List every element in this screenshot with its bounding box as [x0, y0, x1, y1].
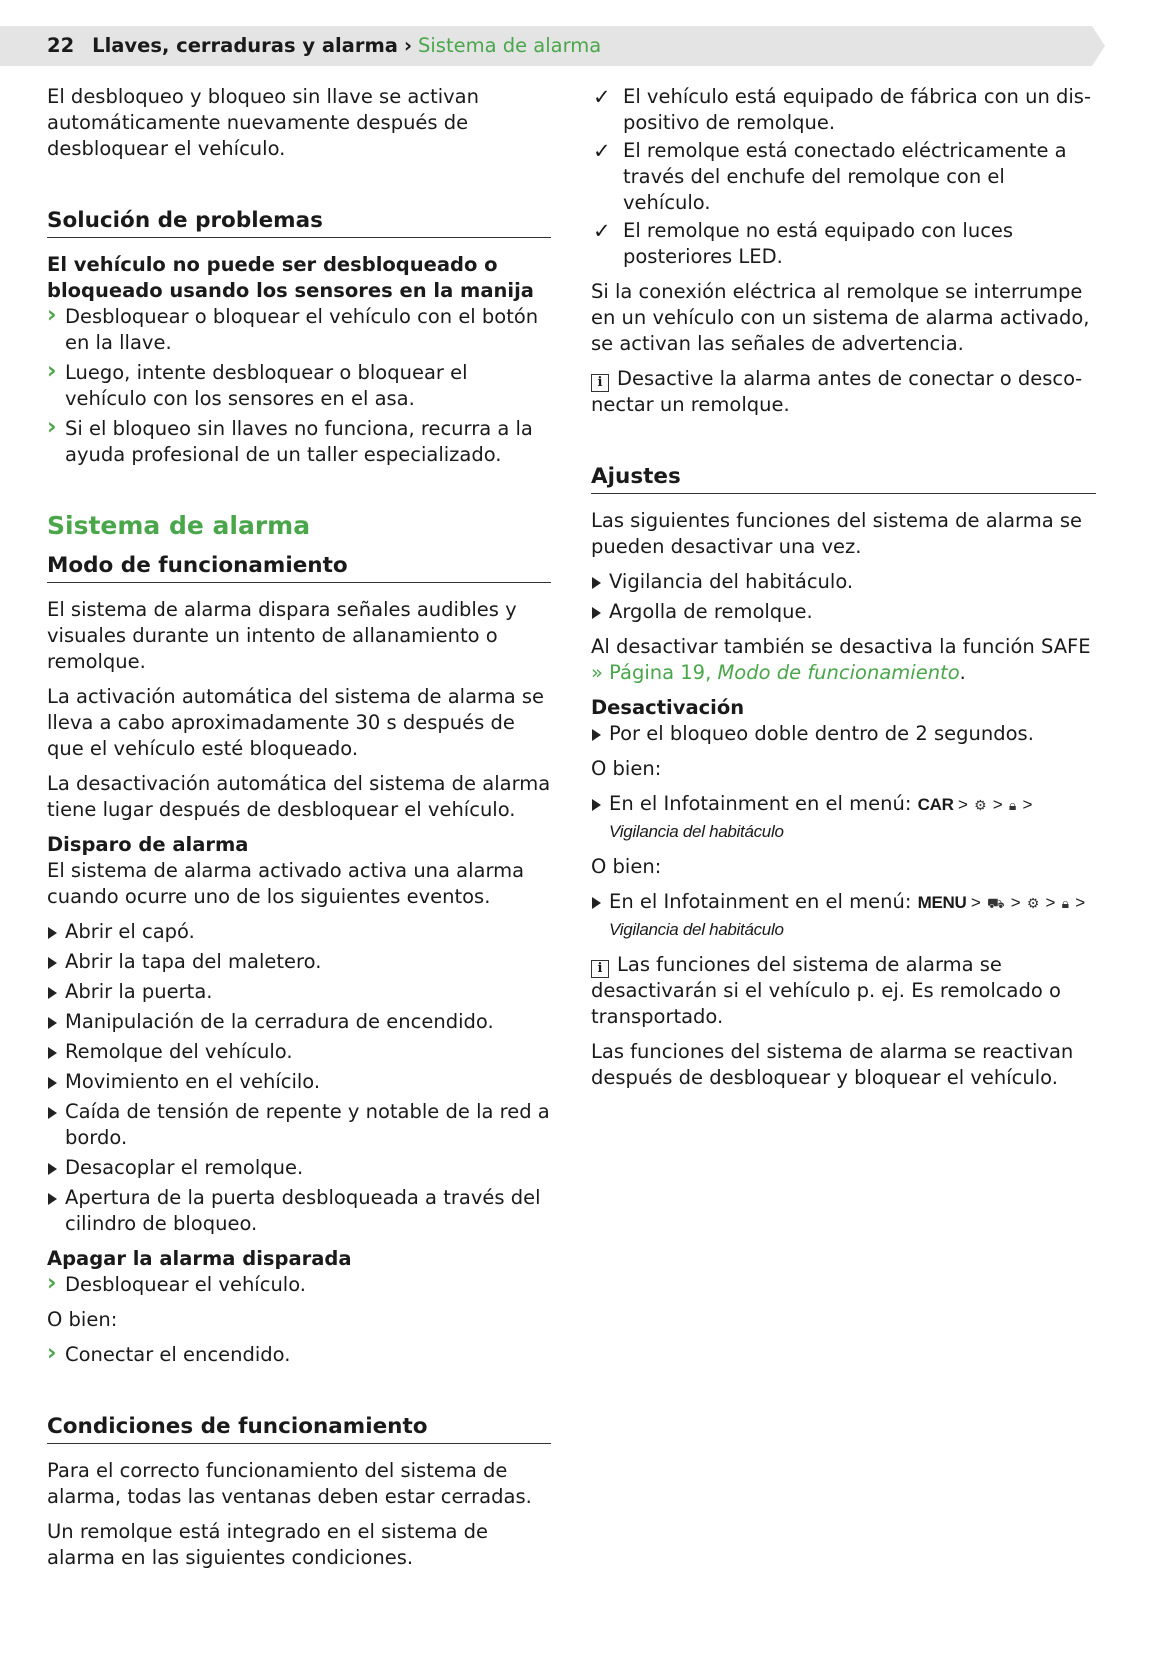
- info-icon: i: [591, 374, 609, 392]
- gear-icon: ⚙: [1026, 895, 1040, 911]
- menu-target: Vigilancia del habitáculo: [609, 920, 784, 939]
- left-column: [47, 84, 551, 1580]
- page-reference-prefix: » Página 19,: [591, 661, 712, 684]
- or-text: O bien:: [47, 1308, 118, 1331]
- list-item: Argolla de remolque.: [591, 599, 1096, 625]
- list-item: › Desbloquear o bloquear el vehículo con el botón en la llave.: [47, 304, 551, 356]
- operation-paragraph-2: La activación automática del sistema de alarma se lleva a cabo aproximadamente 30 s después de que el vehículo esté bloqueado.: [47, 685, 545, 760]
- info-note-1: [591, 366, 1096, 418]
- troubleshooting-heading: Solución de problemas: [47, 207, 551, 238]
- conditions-heading: Condiciones de funcionamiento: [47, 1413, 551, 1444]
- list-item: Abrir la puerta.: [47, 979, 551, 1005]
- info-note-2: [591, 952, 1096, 1030]
- page-header-arrow: [1092, 26, 1105, 66]
- breadcrumb-separator: ›: [403, 34, 412, 57]
- alarm-system-title: Sistema de alarma: [47, 511, 311, 540]
- list-item: › Desbloquear el vehículo.: [47, 1272, 551, 1298]
- menu-prefix: En el Infotainment en el menú:: [609, 792, 912, 815]
- menu-arrow: >: [1010, 893, 1021, 912]
- right-column: [591, 84, 1096, 1100]
- info-note-1-text: Desactive la alarma antes de conectar o desconectar un remolque.: [591, 367, 1083, 416]
- gear-icon: ⚙: [974, 797, 987, 813]
- page-reference-link[interactable]: [591, 661, 960, 684]
- page-header: [47, 33, 601, 59]
- intro-paragraph: El desbloqueo y bloqueo sin llave se activan automáticamente nuevamente después de desbloquear el vehículo.: [47, 85, 479, 160]
- or-text: O bien:: [591, 855, 662, 878]
- list-item: Vigilancia del habitáculo.: [591, 569, 1096, 595]
- reactivate-paragraph: Las funciones del sistema de alarma se reactivan después de desbloquear y bloquear el vehículo.: [591, 1040, 1074, 1089]
- lock-icon: 🔒︎: [1008, 797, 1017, 813]
- menu-path-list-1: [591, 791, 1096, 845]
- list-item: Por el bloqueo doble dentro de 2 segundos.: [591, 721, 1096, 747]
- section-title: Sistema de alarma: [417, 34, 602, 57]
- operation-paragraph-1: El sistema de alarma dispara señales audibles y visuales durante un intento de allanamiento o remolque.: [47, 598, 517, 673]
- operation-paragraph-3: La desactivación automática del sistema de alarma tiene lugar después de desbloquear el vehículo.: [47, 772, 551, 821]
- safe-text: Al desactivar también se desactiva la función SAFE: [591, 635, 1091, 658]
- lock-icon: 🔒︎: [1061, 895, 1069, 911]
- car-settings-icon: ⛟: [987, 895, 1005, 911]
- menu-arrow: >: [1075, 893, 1085, 912]
- menu-key-menu: MENU: [917, 893, 967, 912]
- list-item: Movimiento en el vehícilo.: [47, 1069, 551, 1095]
- settings-items-list: [591, 569, 1096, 625]
- menu-arrow: >: [970, 893, 981, 912]
- list-item: › Si el bloqueo sin llaves no funciona, recurra a la ayuda profesional de un taller especializado.: [47, 416, 551, 468]
- check-item: ✓ El vehículo está equipado de fábrica con un dispositivo de remolque.: [591, 84, 1096, 136]
- interrupt-paragraph: Si la conexión eléctrica al remolque se interrumpe en un vehículo con un sistema de alarma activado, se activan las señales de advertencia.: [591, 280, 1090, 355]
- conditions-paragraph-1: Para el correcto funcionamiento del sistema de alarma, todas las ventanas deben estar cerradas.: [47, 1459, 532, 1508]
- page-reference-title: Modo de funcionamiento: [717, 661, 960, 684]
- menu-arrow: >: [1022, 795, 1033, 814]
- menu-arrow: >: [1045, 893, 1056, 912]
- list-item: Apertura de la puerta desbloqueada a través del cilindro de bloqueo.: [47, 1185, 551, 1237]
- troubleshooting-steps: [47, 304, 551, 468]
- menu-path-list-2: [591, 889, 1096, 943]
- settings-heading: Ajustes: [591, 463, 1096, 494]
- conditions-paragraph-2: Un remolque está integrado en el sistema de alarma en las siguientes condiciones.: [47, 1520, 488, 1569]
- page-number: 22: [47, 34, 75, 57]
- list-item: › Luego, intente desbloquear o bloquear el vehículo con los sensores en el asa.: [47, 360, 551, 412]
- menu-arrow: >: [958, 795, 968, 814]
- deactivation-list: [591, 721, 1096, 747]
- list-item: Abrir la tapa del maletero.: [47, 949, 551, 975]
- menu-path-item: [591, 889, 1096, 943]
- list-item: Remolque del vehículo.: [47, 1039, 551, 1065]
- alarm-off-heading: Apagar la alarma disparada: [47, 1247, 352, 1270]
- trigger-events-list: [47, 919, 551, 1237]
- deactivation-heading: Desactivación: [591, 696, 745, 719]
- trigger-heading: Disparo de alarma: [47, 833, 249, 856]
- menu-path-item: [591, 791, 1096, 845]
- menu-arrow: >: [992, 795, 1003, 814]
- list-item: › Conectar el encendido.: [47, 1342, 551, 1368]
- list-item: Manipulación de la cerradura de encendido.: [47, 1009, 551, 1035]
- settings-intro: Las siguientes funciones del sistema de alarma se pueden desactivar una vez.: [591, 509, 1083, 558]
- info-note-2-text: Las funciones del sistema de alarma se desactivarán si el vehículo p. ej. Es remolcado o transportado.: [591, 953, 1061, 1028]
- menu-target: Vigilancia del habitáculo: [609, 822, 784, 841]
- check-item: ✓ El remolque está conectado eléctricamente a través del enchufe del remolque con el vehículo.: [591, 138, 1096, 216]
- trailer-conditions-list: [591, 84, 1096, 270]
- safe-end: .: [959, 661, 966, 684]
- alarm-off-steps-1: [47, 1272, 551, 1298]
- list-item: Abrir el capó.: [47, 919, 551, 945]
- or-text: O bien:: [591, 757, 662, 780]
- menu-key-car: CAR: [917, 795, 954, 814]
- safe-paragraph: [591, 634, 1096, 686]
- troubleshooting-subheading: El vehículo no puede ser desbloqueado o bloqueado usando los sensores en la manija: [47, 253, 534, 302]
- operation-heading: Modo de funcionamiento: [47, 552, 551, 583]
- chapter-title: Llaves, cerraduras y alarma: [92, 34, 398, 57]
- trigger-text: El sistema de alarma activado activa una alarma cuando ocurre uno de los siguientes eventos.: [47, 859, 525, 908]
- check-item: ✓ El remolque no está equipado con luces posteriores LED.: [591, 218, 1096, 270]
- menu-prefix: En el Infotainment en el menú:: [609, 890, 912, 913]
- list-item: Desacoplar el remolque.: [47, 1155, 551, 1181]
- info-icon: i: [591, 960, 609, 978]
- alarm-off-steps-2: [47, 1342, 551, 1368]
- list-item: Caída de tensión de repente y notable de la red a bordo.: [47, 1099, 551, 1151]
